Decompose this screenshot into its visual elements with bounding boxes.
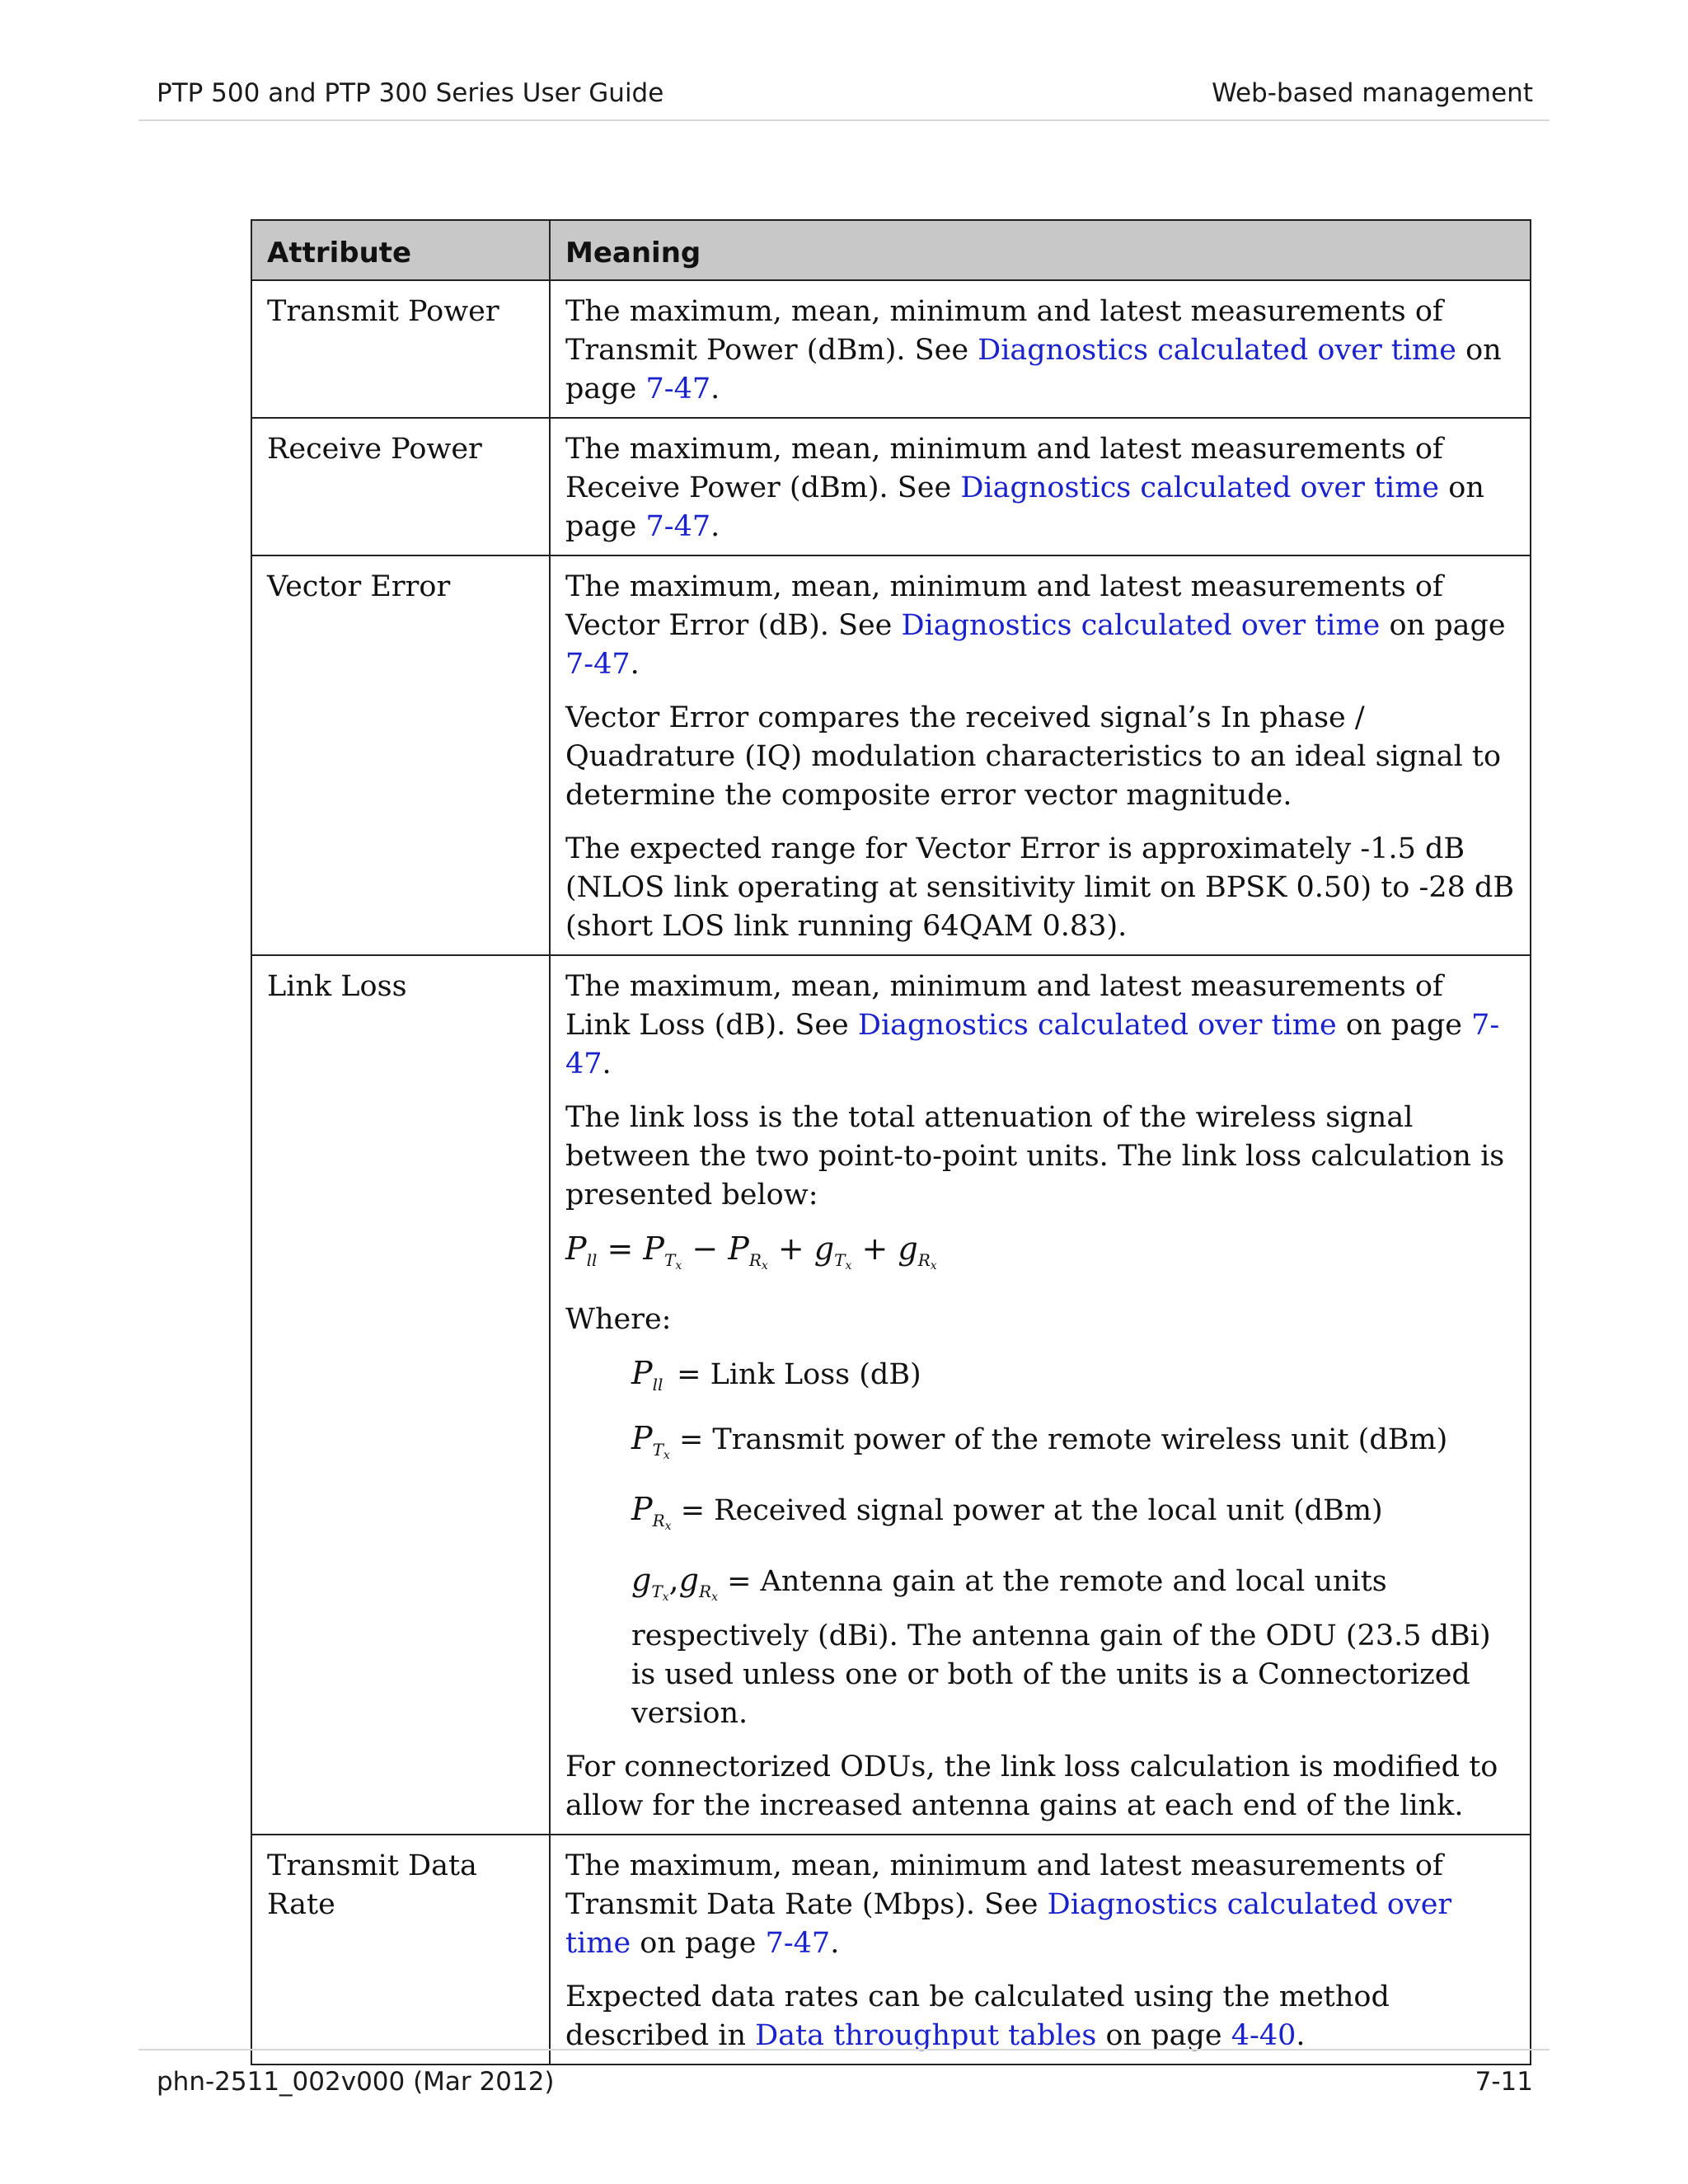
where-item-gain: [631, 1561, 1515, 1733]
table-header-row: [251, 220, 1531, 280]
page-header: [138, 78, 1550, 121]
link-diagnostics[interactable]: Diagnostics calculated over time: [857, 1009, 1337, 1042]
text: Expected data rates can be calculated using the method described in: [565, 1980, 1390, 2052]
text: The maximum, mean, minimum and latest measurements of Transmit Data Rate (Mbps). See: [565, 1849, 1443, 1921]
link-data-throughput[interactable]: Data throughput tables: [755, 2019, 1097, 2052]
where-item-prx: [631, 1490, 1515, 1546]
where-label: Where:: [565, 1303, 672, 1336]
text: .: [1296, 2019, 1306, 2052]
symbol-prx: $P_{R_x}$: [631, 1491, 672, 1533]
table-row: [251, 418, 1531, 555]
definition: = Received signal power at the local unit (dBm): [680, 1494, 1383, 1527]
link-page[interactable]: 7-47: [645, 510, 711, 543]
text: on page: [565, 334, 1502, 405]
paragraph: [565, 968, 1515, 1084]
text: The maximum, mean, minimum and latest measurements of Receive Power (dBm). See: [565, 433, 1443, 504]
paragraph: [565, 1847, 1515, 1963]
symbol-pll: $P_{ll}$: [631, 1355, 663, 1394]
page-number: 7-11: [1475, 2067, 1533, 2097]
text: on page: [1336, 1009, 1472, 1042]
paragraph: For connectorized ODUs, the link loss calculation is modified to allow for the increased antenna gains at each end of the link.: [565, 1750, 1498, 1822]
where-list: [565, 1354, 1515, 1733]
header-section: Web-based management: [1212, 78, 1533, 108]
text: .: [602, 1047, 612, 1080]
text: on page: [565, 471, 1484, 543]
attr-transmit-data-rate: Transmit Data Rate: [251, 1835, 550, 2064]
table-row: [251, 1835, 1531, 2064]
symbol-ptx: $P_{T_x}$: [631, 1420, 670, 1462]
attr-link-loss: Link Loss: [251, 955, 550, 1835]
meaning-receive-power: [550, 418, 1531, 555]
text: on page: [1096, 2019, 1231, 2052]
paragraph: [565, 430, 1515, 546]
text: The maximum, mean, minimum and latest measurements of Vector Error (dB). See: [565, 570, 1443, 642]
paragraph: [565, 1978, 1515, 2055]
paragraph: The link loss is the total attenuation of the wireless signal between the two point-to-point units. The link loss calculation is presented below:: [565, 1101, 1505, 1212]
link-page[interactable]: 4-40: [1231, 2019, 1296, 2052]
table-row: [251, 555, 1531, 955]
paragraph: [565, 293, 1515, 409]
column-header-meaning: Meaning: [550, 220, 1531, 280]
paragraph: Vector Error compares the received signal’s In phase / Quadrature (IQ) modulation characteristics to an ideal signal to determine the composite error vector magnitude.: [565, 701, 1502, 812]
link-diagnostics[interactable]: Diagnostics calculated over time: [978, 334, 1456, 367]
text: .: [630, 648, 640, 681]
header-title: PTP 500 and PTP 300 Series User Guide: [157, 78, 664, 108]
table-row: [251, 955, 1531, 1835]
meaning-transmit-power: [550, 280, 1531, 418]
link-page[interactable]: 7-47: [765, 1927, 831, 1960]
paragraph: The expected range for Vector Error is approximately -1.5 dB (NLOS link operating at sensitivity limit on BPSK 0.50) to -28 dB (short LOS link running 64QAM 0.83).: [565, 832, 1515, 943]
attribute-table: [251, 219, 1531, 2065]
column-header-attribute: Attribute: [251, 220, 550, 280]
meaning-vector-error: [550, 555, 1531, 955]
symbol-gain: $g_{T_x},g_{R_x}$: [631, 1562, 718, 1604]
text: .: [830, 1927, 840, 1960]
definition: = Antenna gain at the remote and local units respectively (dBi). The antenna gain of the ODU (23.5 dBi) is used unless one or both of the units is a Connectorized version.: [631, 1565, 1491, 1730]
table-row: [251, 280, 1531, 418]
text: on page: [631, 1927, 766, 1960]
link-page[interactable]: 7-47: [645, 373, 711, 405]
link-page[interactable]: 7-47: [565, 648, 631, 681]
attr-vector-error: Vector Error: [251, 555, 550, 955]
link-page[interactable]: 7-47: [565, 1009, 1500, 1080]
text: on page: [1380, 609, 1506, 642]
where-item-pll: [631, 1354, 1515, 1404]
link-loss-formula: $P_{ll} = P_{T_x} - P_{R_x} + g_{T_x} + g_{R_x}$: [565, 1230, 937, 1272]
text: The maximum, mean, minimum and latest measurements of Link Loss (dB). See: [565, 970, 1443, 1042]
page-footer: [138, 2049, 1550, 2100]
link-diagnostics[interactable]: Diagnostics calculated over time: [901, 609, 1381, 642]
link-diagnostics[interactable]: Diagnostics calculated over time: [960, 471, 1440, 504]
where-item-ptx: [631, 1419, 1515, 1475]
text: .: [710, 373, 720, 405]
text: .: [710, 510, 720, 543]
link-diagnostics[interactable]: Diagnostics calculated over time: [565, 1888, 1452, 1960]
definition: = Transmit power of the remote wireless unit (dBm): [678, 1423, 1448, 1456]
attr-receive-power: Receive Power: [251, 418, 550, 555]
attr-transmit-power: Transmit Power: [251, 280, 550, 418]
paragraph: [565, 568, 1515, 684]
definition: = Link Loss (dB): [677, 1358, 921, 1391]
text: The maximum, mean, minimum and latest measurements of Transmit Power (dBm). See: [565, 295, 1443, 367]
meaning-link-loss: [550, 955, 1531, 1835]
meaning-transmit-data-rate: [550, 1835, 1531, 2064]
document-id: phn-2511_002v000 (Mar 2012): [157, 2067, 555, 2097]
